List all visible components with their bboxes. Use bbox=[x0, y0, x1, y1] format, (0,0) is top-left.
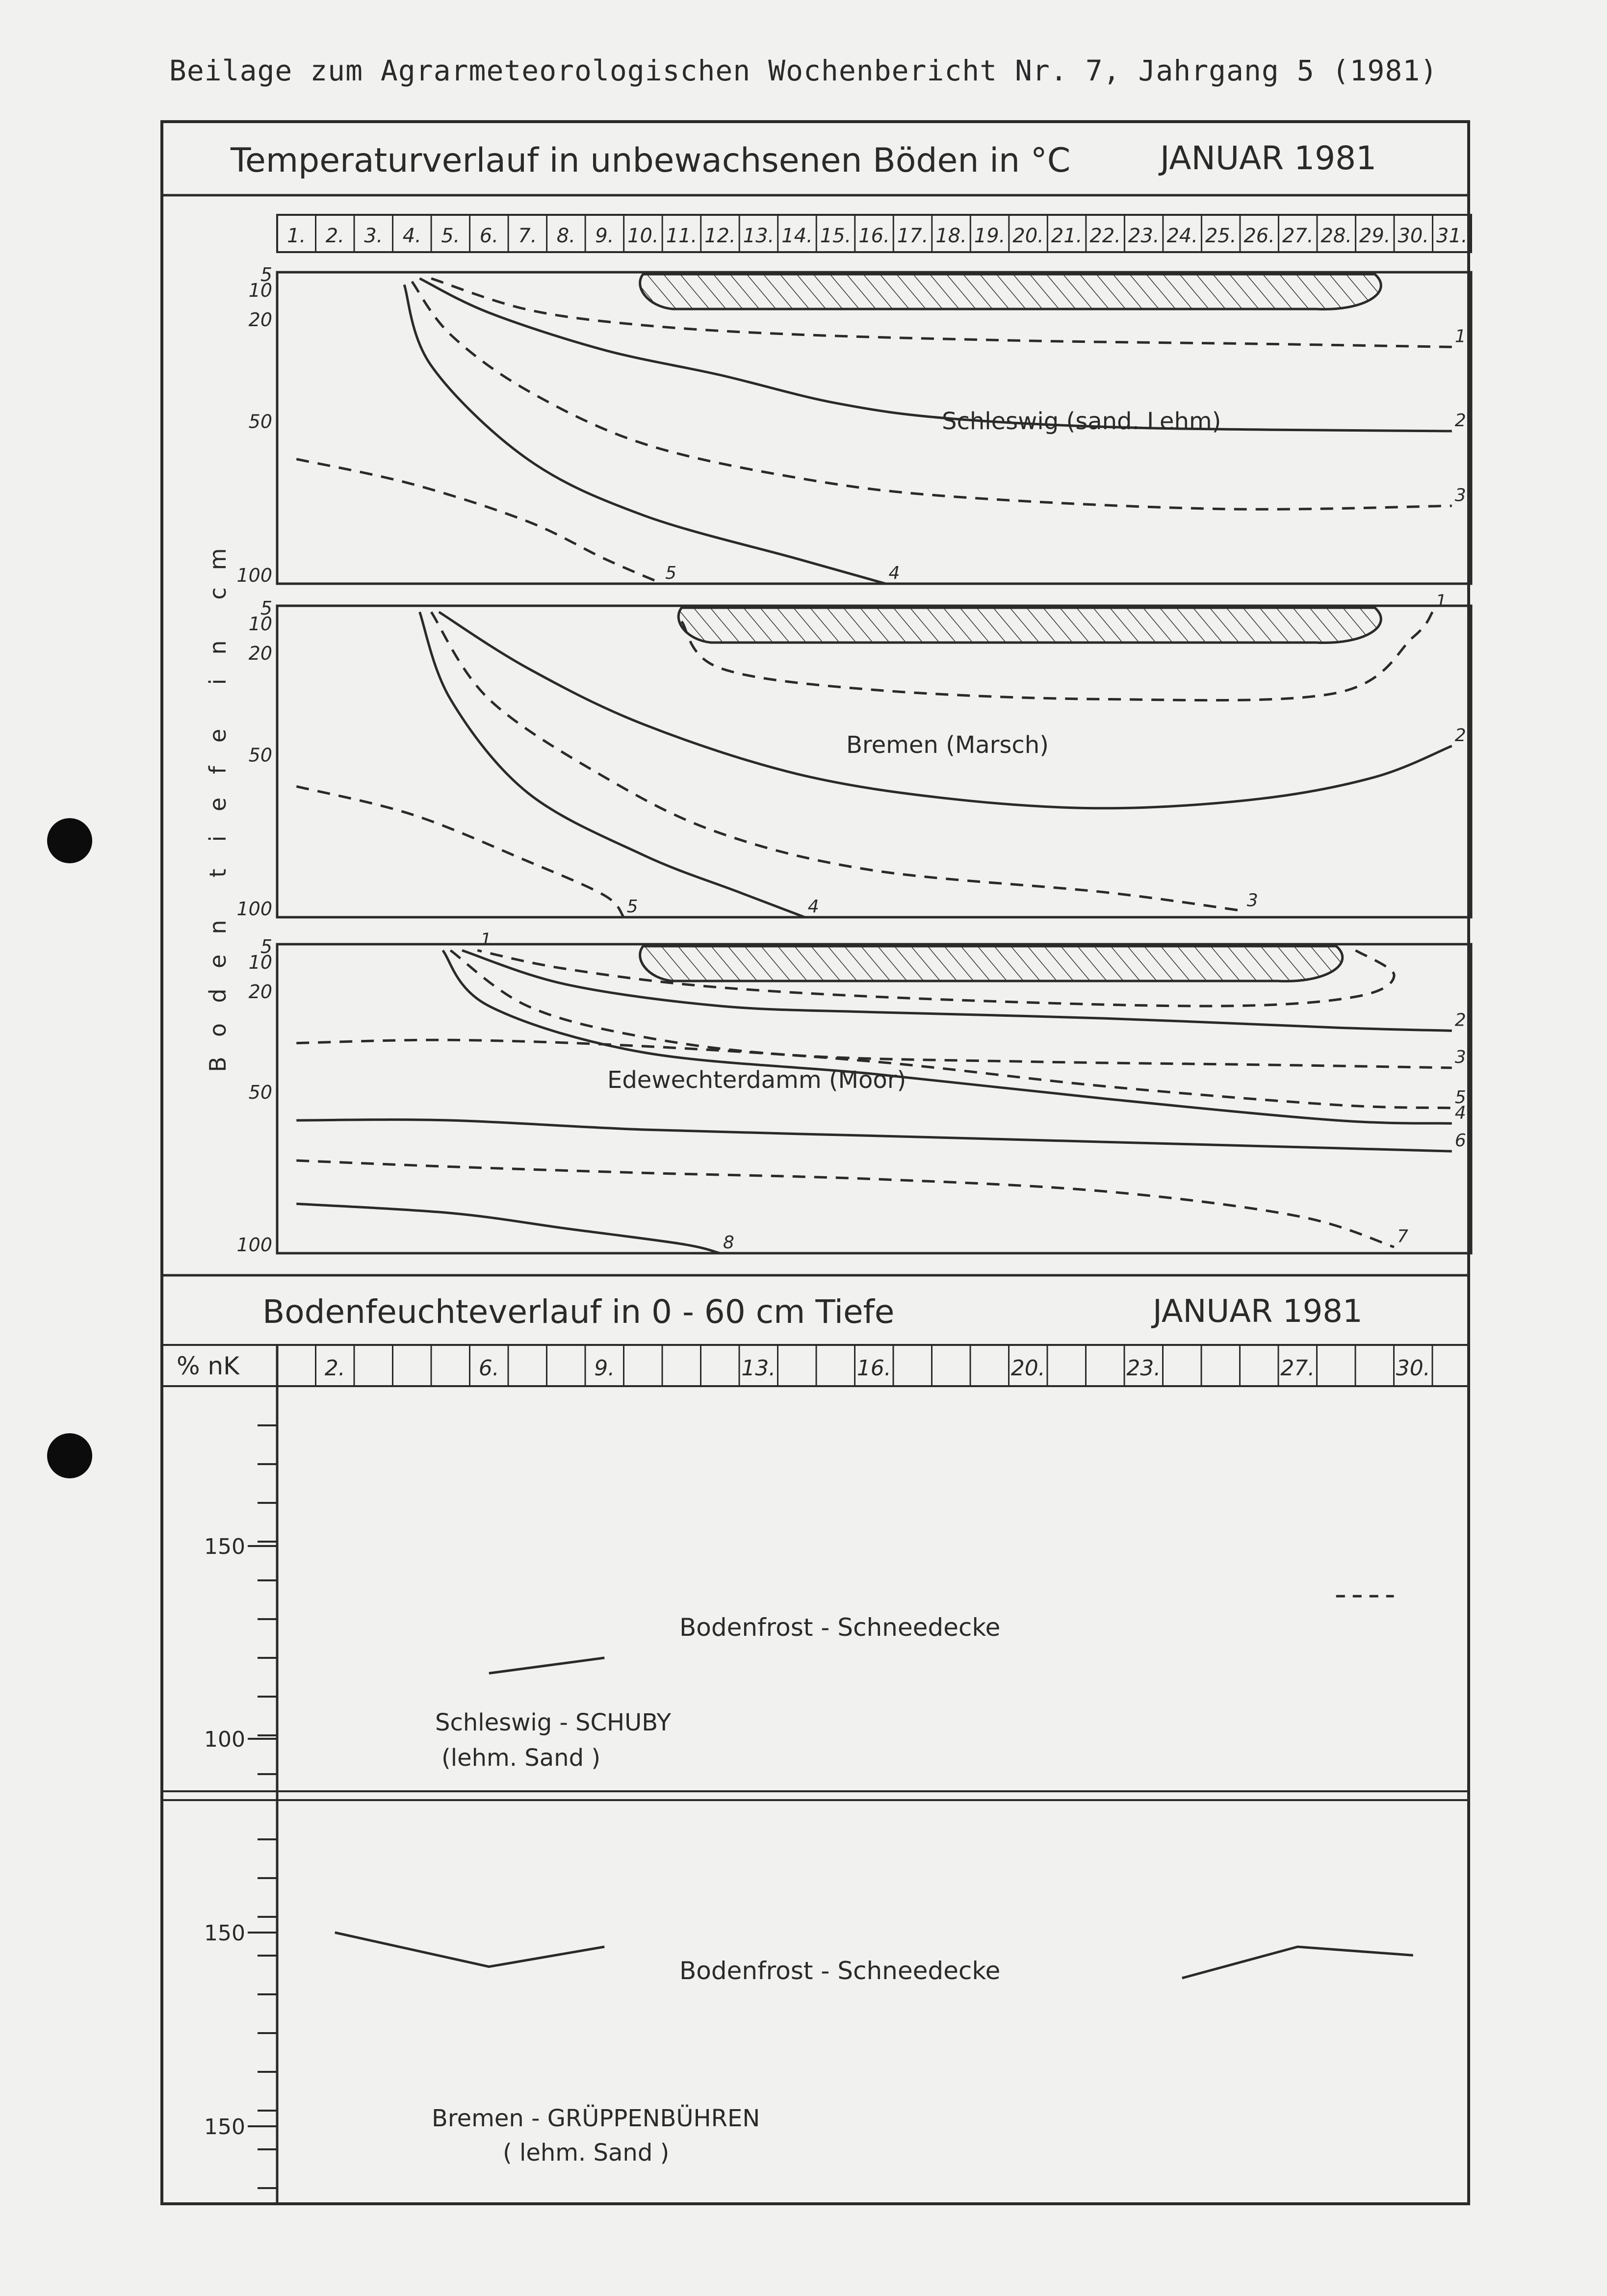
axis-letter: d bbox=[205, 988, 231, 1003]
depth-tick: 5 bbox=[260, 936, 272, 957]
frost-zone bbox=[678, 608, 1381, 643]
report-header: Beilage zum Agrarmeteorologischen Wochenbericht Nr. 7, Jahrgang 5 (1981) bbox=[169, 54, 1438, 87]
day-label: 12. bbox=[704, 225, 736, 247]
moisture-day-label: 27. bbox=[1280, 1356, 1315, 1381]
day-label: 17. bbox=[897, 225, 929, 247]
moisture-series bbox=[489, 1658, 605, 1674]
moisture-day-label: 20. bbox=[1011, 1356, 1045, 1381]
moisture-day-label: 13. bbox=[741, 1356, 776, 1381]
day-header-row bbox=[277, 215, 1471, 252]
depth-axis-label bbox=[205, 548, 231, 1072]
isotherm-4 bbox=[404, 284, 886, 584]
day-label: 25. bbox=[1205, 225, 1237, 247]
isotherm-label: 3 bbox=[1454, 1047, 1466, 1067]
axis-letter: t bbox=[205, 868, 231, 878]
soil-label-grueppenbuehren: ( lehm. Sand ) bbox=[503, 2139, 670, 2167]
isotherm-6 bbox=[296, 1120, 1451, 1151]
isotherm-label: 5 bbox=[1454, 1087, 1466, 1108]
day-label: 16. bbox=[858, 225, 890, 247]
outer-frame bbox=[162, 122, 1469, 2204]
station-label-edewechterdamm: Edewechterdamm (Moor) bbox=[607, 1066, 907, 1094]
day-label: 26. bbox=[1244, 225, 1275, 247]
day-label: 27. bbox=[1282, 225, 1314, 247]
axis-letter: e bbox=[205, 728, 231, 743]
day-label: 14. bbox=[781, 225, 813, 247]
day-label: 31. bbox=[1436, 225, 1468, 247]
frost-zone bbox=[640, 274, 1381, 309]
isotherm-label: 2 bbox=[1454, 725, 1466, 746]
moisture-tick: 150 bbox=[204, 2115, 245, 2140]
isotherm-8 bbox=[296, 1204, 720, 1253]
temperature-title: Temperaturverlauf in unbewachsenen Böden in °C bbox=[231, 141, 1071, 180]
axis-letter: n bbox=[205, 640, 231, 655]
day-label: 30. bbox=[1398, 225, 1429, 247]
station-label-schuby: Schleswig - SCHUBY bbox=[435, 1709, 671, 1736]
day-label: 7. bbox=[518, 225, 537, 247]
axis-letter: f bbox=[205, 766, 231, 774]
frost-note-bremen: Bodenfrost - Schneedecke bbox=[679, 1957, 1001, 1985]
depth-tick: 50 bbox=[248, 1082, 272, 1103]
axis-letter: e bbox=[205, 797, 231, 812]
moisture-day-label: 30. bbox=[1396, 1356, 1430, 1381]
axis-letter: e bbox=[205, 954, 231, 969]
isotherm-label: 1 bbox=[1454, 326, 1466, 347]
moisture-day-label: 9. bbox=[594, 1356, 615, 1381]
day-label: 4. bbox=[402, 225, 421, 247]
isotherm-label: 7 bbox=[1397, 1226, 1408, 1247]
panel-schleswig bbox=[236, 264, 1471, 586]
moisture-unit: % nK bbox=[177, 1352, 239, 1380]
depth-tick: 100 bbox=[236, 565, 272, 586]
moisture-day-label: 16. bbox=[856, 1356, 891, 1381]
depth-tick: 100 bbox=[236, 1234, 272, 1256]
depth-tick: 5 bbox=[260, 597, 272, 619]
day-label: 1. bbox=[287, 225, 306, 247]
depth-tick: 100 bbox=[236, 898, 272, 920]
day-label: 15. bbox=[820, 225, 852, 247]
moisture-month: JANUAR 1981 bbox=[1153, 1293, 1363, 1330]
isotherm-label: 3 bbox=[1246, 890, 1258, 911]
isotherm-label: 4 bbox=[807, 897, 819, 917]
axis-letter: i bbox=[205, 678, 231, 685]
axis-letter: n bbox=[205, 920, 231, 934]
station-label-schleswig: Schleswig (sand. Lehm) bbox=[942, 408, 1221, 435]
isotherm-label: 2 bbox=[1454, 410, 1466, 431]
isotherm-5 bbox=[296, 786, 623, 917]
panel-bremen bbox=[236, 592, 1471, 920]
day-label: 3. bbox=[364, 225, 383, 247]
axis-letter: m bbox=[205, 548, 231, 570]
depth-tick: 20 bbox=[248, 643, 272, 664]
day-label: 10. bbox=[627, 225, 659, 247]
day-label: 2. bbox=[325, 225, 344, 247]
depth-tick: 50 bbox=[248, 411, 272, 433]
day-label: 29. bbox=[1359, 225, 1391, 247]
isotherm-label: 5 bbox=[665, 563, 677, 583]
isotherm-label: 3 bbox=[1454, 485, 1466, 506]
isotherm-label: 1 bbox=[1435, 591, 1447, 612]
isotherm-5 bbox=[296, 459, 662, 584]
axis-letter: B bbox=[205, 1057, 231, 1072]
isotherm-label: 2 bbox=[1454, 1010, 1466, 1031]
day-label: 23. bbox=[1128, 225, 1160, 247]
axis-letter: i bbox=[205, 835, 231, 842]
moisture-series bbox=[1182, 1947, 1413, 1978]
day-label: 20. bbox=[1012, 225, 1044, 247]
axis-letter: o bbox=[205, 1023, 231, 1037]
moisture-series bbox=[335, 1933, 605, 1967]
isotherm-3 bbox=[431, 612, 1244, 911]
moisture-tick: 100 bbox=[204, 1727, 245, 1752]
isotherm-label: 1 bbox=[480, 929, 492, 950]
moisture-day-label: 23. bbox=[1126, 1356, 1161, 1381]
axis-letter: c bbox=[205, 587, 231, 600]
moisture-day-row bbox=[316, 1345, 1433, 1386]
day-label: 19. bbox=[974, 225, 1006, 247]
day-label: 11. bbox=[666, 225, 698, 247]
isotherm-4 bbox=[420, 612, 805, 917]
depth-tick: 20 bbox=[248, 309, 272, 331]
day-label: 24. bbox=[1166, 225, 1198, 247]
moisture-title: Bodenfeuchteverlauf in 0 - 60 cm Tiefe bbox=[262, 1293, 895, 1331]
station-label-bremen: Bremen (Marsch) bbox=[846, 731, 1049, 759]
depth-tick: 10 bbox=[248, 280, 272, 301]
isotherm-label: 4 bbox=[888, 563, 900, 583]
frost-zone bbox=[640, 946, 1343, 981]
day-label: 22. bbox=[1089, 225, 1121, 247]
isotherm-label: 8 bbox=[723, 1233, 734, 1253]
day-label: 21. bbox=[1051, 225, 1083, 247]
day-label: 5. bbox=[441, 225, 460, 247]
day-label: 6. bbox=[479, 225, 498, 247]
depth-tick: 10 bbox=[248, 613, 272, 635]
soil-label-schuby: (lehm. Sand ) bbox=[441, 1744, 601, 1772]
depth-tick: 50 bbox=[248, 744, 272, 766]
moisture-tick: 150 bbox=[204, 1534, 245, 1559]
moisture-panel-bremen bbox=[204, 1839, 1413, 2188]
moisture-tick: 150 bbox=[204, 1921, 245, 1946]
isotherm-label: 6 bbox=[1454, 1131, 1466, 1151]
day-label: 8. bbox=[556, 225, 575, 247]
isotherm-label: 5 bbox=[626, 897, 638, 917]
depth-tick: 10 bbox=[248, 952, 272, 973]
moisture-panel-schleswig bbox=[204, 1425, 1394, 1774]
isotherm-label: 4 bbox=[1454, 1103, 1466, 1123]
temperature-month: JANUAR 1981 bbox=[1160, 139, 1377, 177]
depth-tick: 20 bbox=[248, 981, 272, 1003]
day-label: 9. bbox=[595, 225, 614, 247]
moisture-day-label: 2. bbox=[324, 1356, 345, 1381]
panel-edewechterdamm bbox=[236, 930, 1471, 1256]
moisture-day-label: 6. bbox=[478, 1356, 499, 1381]
day-label: 13. bbox=[743, 225, 775, 247]
day-label: 18. bbox=[935, 225, 967, 247]
isotherm-7 bbox=[296, 1161, 1394, 1247]
frost-note-schleswig: Bodenfrost - Schneedecke bbox=[679, 1613, 1001, 1642]
station-label-grueppenbuehren: Bremen - GRÜPPENBÜHREN bbox=[432, 2105, 760, 2132]
depth-tick: 5 bbox=[260, 264, 272, 285]
day-label: 28. bbox=[1321, 225, 1352, 247]
